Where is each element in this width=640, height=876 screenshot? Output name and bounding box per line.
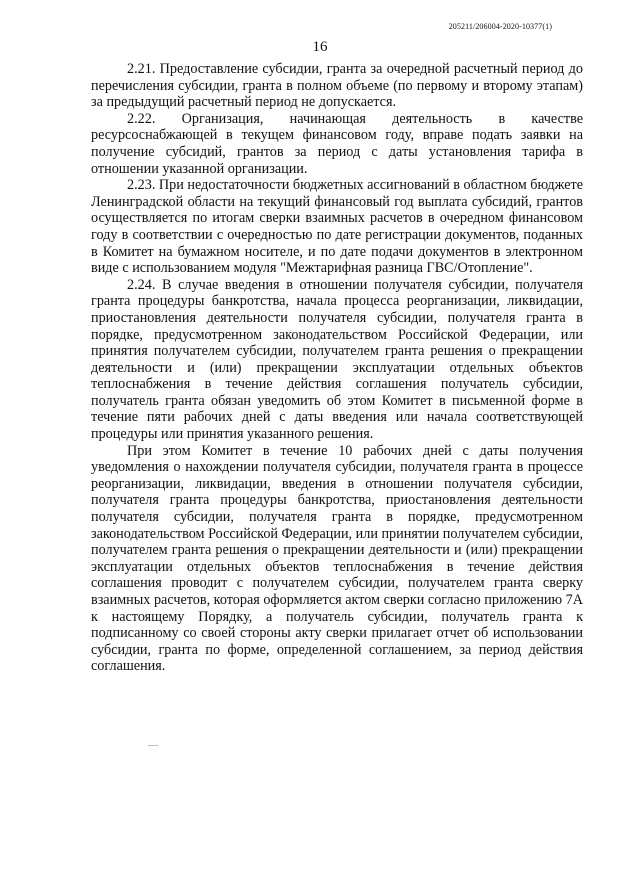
page-number: 16 [312,39,328,55]
paragraph-2-24-continued: При этом Комитет в течение 10 рабочих дней с даты получения уведомления о нахождении получателя субсидии, получателя гранта в процессе реорганизации, ликвидации, введения в отношении получателя субсидии, получателя гранта процедуры банкротства, приостановления деятельности получателя субсидии, получателя гранта в порядке, предусмотренном законодательством Российской Федерации, или принятии получателем субсидии, получателем гранта решения о прекращении деятельности и (или) прекращении эксплуатации отдельных объектов теплоснабжения в течение действия соглашения проводит с получателем субсидии, получателем гранта сверку взаимных расчетов, которая оформляется актом сверки согласно приложению 7А к настоящему Порядку, а получатель субсидии, получатель гранта к подписанному со своей стороны акту сверки прилагает отчет об использовании субсидии, гранта по форме, определенной соглашением, за период действия соглашения. [91,442,584,675]
document-body [91,61,583,675]
paragraph-2-23: 2.23. При недостаточности бюджетных ассигнований в областном бюджете Ленинградской области на текущий финансовый год выплата субсидий, грантов осуществляется по итогам сверки взаимных расчетов в очередном финансовом году в соответствии с очередностью по дате регистрации документов, поданных в Комитет на бумажном носителе, и по дате подачи документов в электронном виде с использованием модуля "Межтарифная разница ГВС/Отопление". [91,177,583,277]
paragraph-2-21: 2.21. Предоставление субсидии, гранта за очередной расчетный период до перечисления субсидии, гранта в полном объеме (по первому и второму этапам) за предыдущий расчетный период не допускается. [91,61,583,111]
paragraph-2-22: 2.22. Организация, начинающая деятельность в качестве ресурсоснабжающей в текущем финансовом году, вправе подать заявки на получение субсидий, грантов за период с даты установления тарифа в отношении указанной организации. [91,110,583,177]
document-code: 205211/206004-2020-10377(1) [448,22,552,31]
paragraph-2-24: 2.24. В случае введения в отношении получателя субсидии, получателя гранта процедуры банкротства, начала процесса реорганизации, ликвидации, приостановления деятельности получателя субсидии, получателя гранта в порядке, предусмотренном законодательством Российской Федерации, или принятия получателем субсидии, получателем гранта решения о прекращении деятельности и (или) прекращении эксплуатации отдельных объектов теплоснабжения в течение действия соглашения получатель субсидии, получатель гранта обязан уведомить об этом Комитет в письменной форме в течение пяти рабочих дней с даты введения или начала соответствующей процедуры или принятия указанного решения. [91,276,583,443]
scan-mark [148,745,158,746]
